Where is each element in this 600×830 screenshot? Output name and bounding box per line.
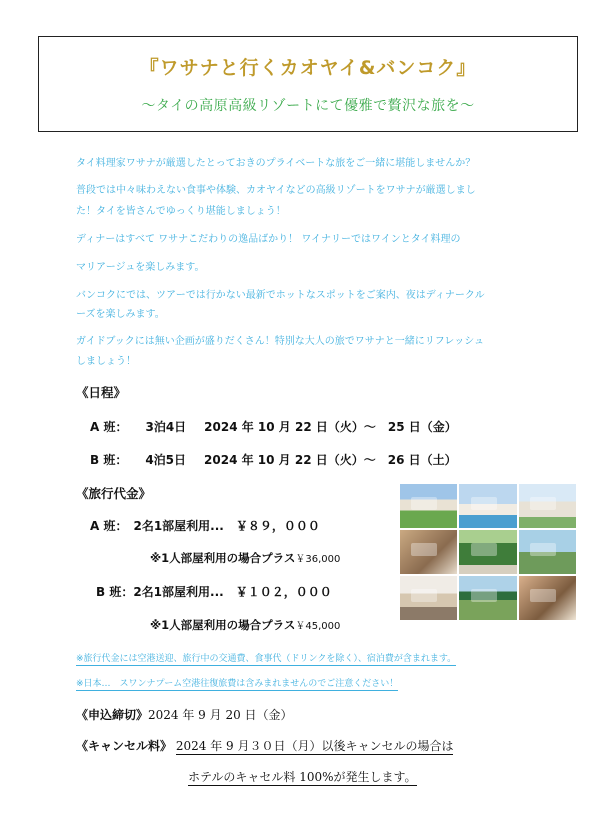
- cancel-policy: [76, 737, 453, 754]
- schedule-a-dates: 2024 年 10 月 22 日（火）～ 25 日（金）: [204, 420, 457, 434]
- title-box: [38, 36, 578, 132]
- cancel-label: 《キャンセル料》: [76, 739, 173, 753]
- price-b-single-label: ※1人部屋利用の場合プラス: [150, 618, 296, 632]
- price-a-single-value: ￥36,000: [295, 554, 341, 565]
- schedule-b-dates: 2024 年 10 月 22 日（火）～ 26 日（土）: [204, 453, 457, 467]
- schedule-b-nights: 4泊5日: [145, 453, 187, 467]
- cancel-line-2: ホテルのキャセル料 100%が発生します。: [188, 770, 417, 784]
- schedule-b: [90, 451, 457, 468]
- intro-line: マリアージュを楽しみます。: [76, 262, 205, 273]
- intro-line: ガイドブックには無い企画が盛りだくさん！特別な大人の旅でワサナと一緒にリフレッシュ: [76, 336, 484, 347]
- photo-tile: [400, 530, 457, 574]
- photo-tile: [459, 484, 516, 528]
- deadline-value: 2024 年 9 月 20 日（金）: [148, 708, 293, 722]
- deadline: [76, 706, 293, 723]
- photo-tile: [400, 576, 457, 620]
- price-a: A 班： 2名1部屋利用... ￥８９，０００: [90, 519, 320, 533]
- schedule-a-nights: 3泊4日: [145, 420, 187, 434]
- intro-line: ーズを楽しみます。: [76, 309, 165, 320]
- intro-line: た！タイを皆さんでゆっくり堪能しましょう！: [76, 206, 286, 217]
- price-b-single-value: ￥45,000: [295, 621, 341, 632]
- photo-tile: [459, 530, 516, 574]
- airfare-note: ※日本… スワンナプーム空港往復旅費は含みまれませんのでご注意ください！: [76, 676, 398, 691]
- flyer-subtitle: ～タイの高原高級リゾートにて優雅で贅沢な旅を～: [141, 98, 475, 114]
- intro-line: ディナーはすべて ワサナこだわりの逸品ばかり！ ワイナリーではワインとタイ料理の: [76, 234, 461, 245]
- intro-line: しましょう！: [76, 356, 136, 367]
- schedule-b-group: B 班：: [90, 453, 128, 467]
- schedule-a-group: A 班：: [90, 420, 128, 434]
- schedule-heading: 《日程》: [76, 385, 127, 400]
- photo-tile: [459, 576, 516, 620]
- intro-line: タイ料理家ワサナが厳選したとっておきのプライベートな旅をご一緒に堪能しませんか？: [76, 158, 476, 169]
- price-b-single: [150, 617, 340, 633]
- cancel-line-2-wrap: [188, 768, 417, 785]
- deadline-label: 《申込締切》: [76, 708, 149, 722]
- price-a-single-label: ※1人部屋利用の場合プラス: [150, 551, 296, 565]
- photo-tile: [519, 530, 576, 574]
- price-b: B 班：2名1部屋利用... ￥１０２，０００: [96, 585, 332, 599]
- schedule-a: [90, 418, 457, 435]
- intro-line: バンコクにでは、ツアーでは行かない最新でホットなスポットをご案内、夜はディナークル: [76, 290, 485, 301]
- cancel-line-1: 2024 年 9 月３０日（月）以後キャンセルの場合は: [175, 739, 454, 753]
- photo-tile: [519, 576, 576, 620]
- photo-tile: [400, 484, 457, 528]
- price-heading: 《旅行代金》: [76, 486, 152, 501]
- included-note: ※旅行代金には空港送迎、旅行中の交通費、食事代（ドリンクを除く）、宿泊費が含まれます。: [76, 651, 456, 666]
- price-a-single: [150, 550, 340, 566]
- resort-photo-collage: [400, 484, 576, 620]
- photo-tile: [519, 484, 576, 528]
- flyer-title: 『ワサナと行くカオヤイ&バンコク』: [139, 57, 477, 79]
- intro-line: 普段では中々味わえない食事や体験、カオヤイなどの高級リゾートをワサナが厳選しまし: [76, 185, 476, 196]
